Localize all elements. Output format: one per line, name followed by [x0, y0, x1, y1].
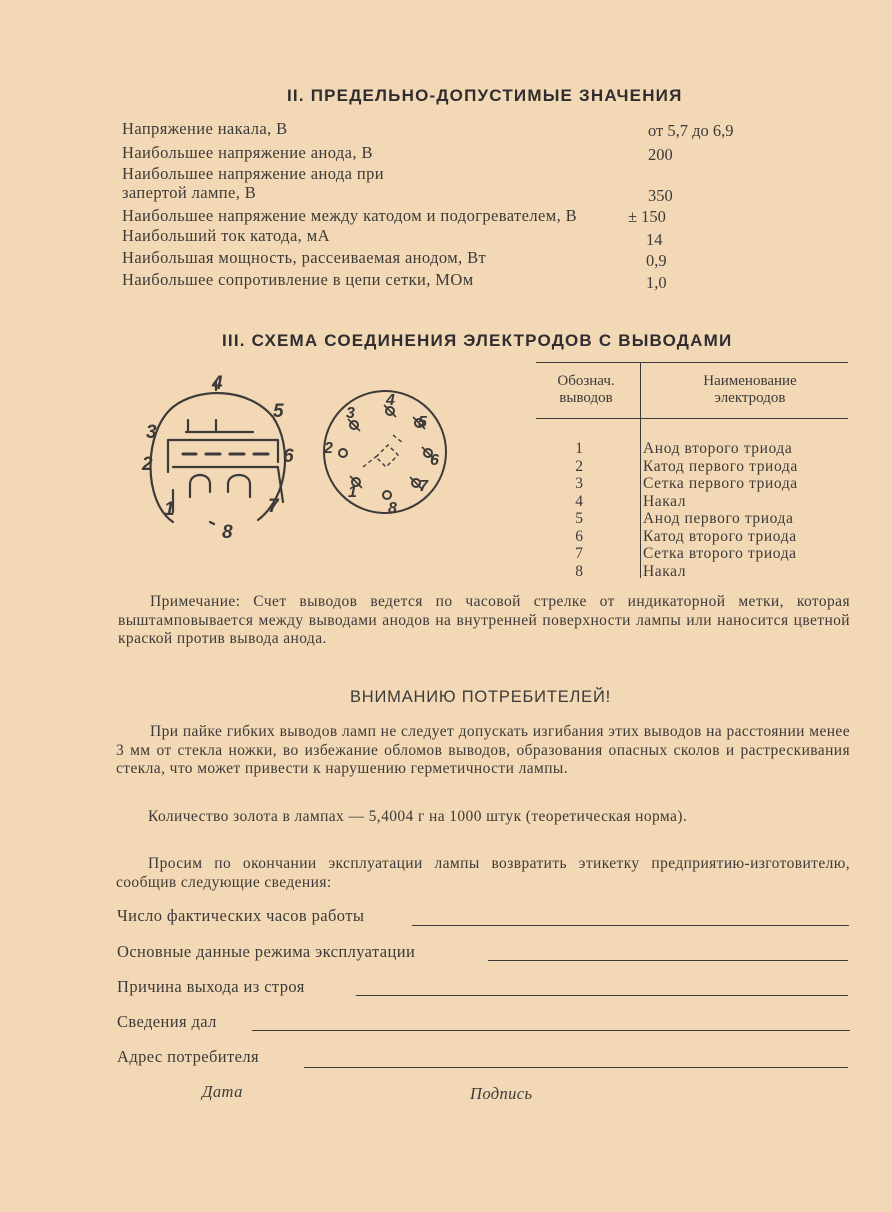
pin-number: 6 — [575, 527, 583, 545]
info-by-field-line[interactable] — [252, 1030, 850, 1031]
pin-number: 5 — [575, 510, 583, 527]
form-field-label: Сведения дал — [117, 1012, 217, 1031]
soldering-warning: При пайке гибких выводов ламп не следует допускать изгибания этих выводов на расстоянии менее 3 мм от стекла ножки, во избежание обломов выводов, образования опасных сколов и растрескивания стекла, что может привести к нарушению герметичности лампы. — [116, 723, 850, 777]
table-header-electrode: Наименование электродов — [703, 373, 797, 406]
pin-electrode: Сетка первого триода — [643, 475, 798, 492]
diagram-label: 4 — [212, 373, 223, 394]
diagram-label: 6 — [283, 446, 294, 467]
diagram-label: 8 — [388, 500, 397, 517]
return-request: Просим по окончании эксплуатации лампы возвратить этикетку предприятию-изготовителю, сообщив следующие сведения: — [116, 855, 850, 891]
diagram-label: 3 — [146, 422, 157, 443]
limit-value: 1,0 — [646, 273, 667, 292]
diagram-label: 6 — [430, 452, 439, 469]
diagram-label: 1 — [164, 499, 175, 520]
diagram-label: 2 — [324, 440, 333, 457]
attention-title: ВНИМАНИЮ ПОТРЕБИТЕЛЕЙ! — [350, 688, 611, 706]
limit-value: ± 150 — [628, 207, 666, 226]
signature-label: Подпись — [470, 1084, 533, 1103]
diagram-label: 7 — [419, 478, 428, 495]
table-header-rule — [536, 418, 848, 419]
form-field-label: Адрес потребителя — [117, 1047, 259, 1066]
pin-number: 8 — [575, 562, 583, 580]
pin-electrode: Анод второго триода — [643, 440, 793, 457]
limit-label: Напряжение накала, В — [122, 119, 288, 138]
table-column-divider — [640, 363, 641, 578]
hours-field-line[interactable] — [412, 925, 849, 926]
limit-label: Наибольшее напряжение между катодом и подогревателем, В — [122, 206, 578, 225]
failure-field-line[interactable] — [356, 995, 848, 996]
pinout-note: Примечание: Счет выводов ведется по часовой стрелке от индикаторной метки, которая выштамповывается между выводами анодов на внутренней поверхности лампы или наносится цветной краской против вывода анода. — [118, 593, 850, 647]
diagram-label: 4 — [386, 392, 395, 409]
limit-label-cont: запертой лампе, В — [122, 183, 257, 202]
pin-electrode: Сетка второго триода — [643, 545, 797, 562]
section2-title: II. ПРЕДЕЛЬНО-ДОПУСТИМЫЕ ЗНАЧЕНИЯ — [287, 86, 683, 105]
mode-field-line[interactable] — [488, 960, 848, 961]
limit-value: 350 — [648, 186, 673, 205]
form-field-label: Причина выхода из строя — [117, 977, 305, 996]
limit-value: 14 — [646, 230, 663, 249]
pin-electrode: Анод первого триода — [643, 510, 794, 527]
pin-number: 3 — [575, 475, 583, 492]
diagram-label: 5 — [273, 401, 284, 422]
pin-number: 2 — [575, 457, 583, 475]
pin-electrode: Накал — [643, 562, 687, 580]
tube-base-diagram — [318, 385, 453, 520]
diagram-label: 3 — [346, 405, 355, 422]
limit-value: 0,9 — [646, 251, 667, 270]
pin-electrode: Катод первого триода — [643, 457, 798, 475]
address-field-line[interactable] — [304, 1067, 848, 1068]
pin-electrode: Накал — [643, 492, 687, 510]
form-field-label: Число фактических часов работы — [117, 906, 365, 925]
limit-value: 200 — [648, 145, 673, 164]
limit-label: Наибольший ток катода, мА — [122, 226, 330, 245]
diagram-label: 5 — [418, 414, 427, 431]
limit-label: Наибольшее напряжение анода, В — [122, 143, 373, 162]
limit-label: Наибольшее напряжение анода при — [122, 164, 385, 183]
limit-value: от 5,7 до 6,9 — [648, 121, 734, 140]
table-header-designation: Обознач. выводов — [557, 373, 615, 406]
form-field-label: Основные данные режима эксплуатации — [117, 942, 416, 961]
tube-symbol-diagram — [128, 372, 303, 542]
diagram-label: 8 — [222, 522, 233, 542]
gold-content: Количество золота в лампах — 5,4004 г на 1000 штук (теоретическая норма). — [148, 808, 688, 825]
date-label: Дата — [202, 1082, 243, 1101]
table-top-rule — [536, 362, 848, 363]
limit-label: Наибольшая мощность, рассеиваемая анодом, Вт — [122, 248, 487, 267]
diagram-label: 2 — [142, 454, 153, 475]
section3-title: III. СХЕМА СОЕДИНЕНИЯ ЭЛЕКТРОДОВ С ВЫВОДАМИ — [222, 331, 733, 350]
pin-number: 4 — [575, 492, 583, 510]
pin-number: 1 — [575, 440, 583, 457]
diagram-label: 1 — [348, 484, 357, 501]
diagram-label: 7 — [268, 496, 279, 517]
pin-number: 7 — [575, 545, 583, 562]
pin-electrode: Катод второго триода — [643, 527, 797, 545]
limit-label: Наибольшее сопротивление в цепи сетки, МОм — [122, 270, 474, 289]
